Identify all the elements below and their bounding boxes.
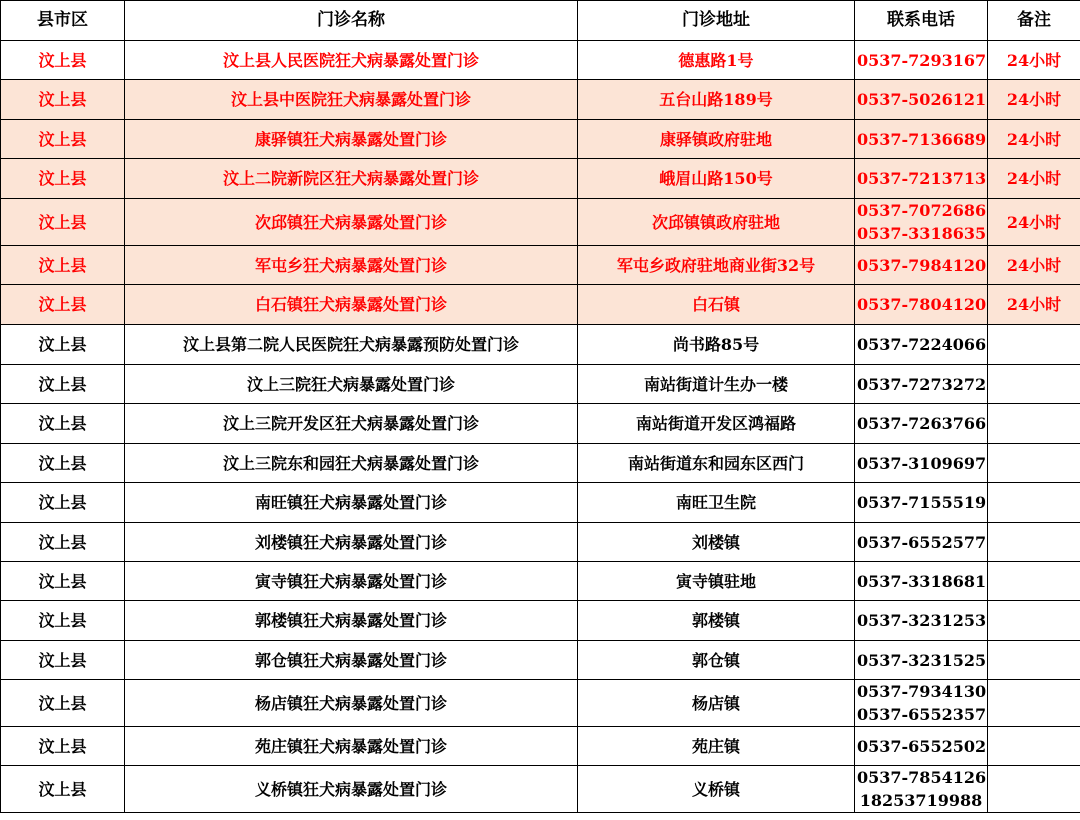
table-row xyxy=(1,483,1080,523)
clinic-name-cell: 汶上三院狂犬病暴露处置门诊 xyxy=(125,365,578,404)
county-cell: 汶上县 xyxy=(1,727,125,766)
phone-cell xyxy=(855,246,988,285)
phone-number: 0537-3231253 xyxy=(857,611,987,630)
phone-number: 0537-7804120 xyxy=(857,295,987,314)
phone-cell xyxy=(855,159,988,199)
phone-cell xyxy=(855,365,988,404)
phone-number: 0537-7263766 xyxy=(857,414,987,433)
address-cell: 寅寺镇驻地 xyxy=(578,562,855,601)
phone-cell xyxy=(855,325,988,365)
note-cell xyxy=(988,562,1080,601)
clinic-name-cell: 南旺镇狂犬病暴露处置门诊 xyxy=(125,483,578,523)
phone-cell xyxy=(855,120,988,159)
note-cell xyxy=(988,766,1080,813)
county-cell: 汶上县 xyxy=(1,483,125,523)
table-row xyxy=(1,404,1080,444)
phone-number: 0537-6552577 xyxy=(857,532,987,552)
clinic-name-cell: 汶上县人民医院狂犬病暴露处置门诊 xyxy=(125,41,578,80)
table-row xyxy=(1,562,1080,601)
address-cell: 德惠路1号 xyxy=(578,41,855,80)
phone-number: 0537-7934130 xyxy=(857,682,987,701)
address-cell: 峨眉山路150号 xyxy=(578,159,855,199)
phone-cell xyxy=(855,727,988,766)
note-cell: 24小时 xyxy=(988,80,1080,120)
county-cell: 汶上县 xyxy=(1,159,125,199)
address-cell: 刘楼镇 xyxy=(578,523,855,562)
table-row xyxy=(1,80,1080,120)
clinic-name-cell: 义桥镇狂犬病暴露处置门诊 xyxy=(125,766,578,813)
clinic-name-cell: 郭楼镇狂犬病暴露处置门诊 xyxy=(125,601,578,641)
clinic-name-cell: 次邱镇狂犬病暴露处置门诊 xyxy=(125,199,578,246)
phone-cell xyxy=(855,601,988,641)
phone-cell xyxy=(855,680,988,727)
table-row xyxy=(1,523,1080,562)
county-cell: 汶上县 xyxy=(1,404,125,444)
phone-cell xyxy=(855,80,988,120)
header-clinic-name: 门诊名称 xyxy=(125,1,578,41)
table-row xyxy=(1,246,1080,285)
county-cell: 汶上县 xyxy=(1,120,125,159)
note-cell xyxy=(988,365,1080,404)
clinic-name-cell: 刘楼镇狂犬病暴露处置门诊 xyxy=(125,523,578,562)
clinic-name-cell: 苑庄镇狂犬病暴露处置门诊 xyxy=(125,727,578,766)
address-cell: 白石镇 xyxy=(578,285,855,325)
header-row xyxy=(1,1,1080,41)
table-row xyxy=(1,444,1080,483)
phone-cell xyxy=(855,562,988,601)
county-cell: 汶上县 xyxy=(1,766,125,813)
address-cell: 次邱镇镇政府驻地 xyxy=(578,199,855,246)
address-cell: 南站街道开发区鸿福路 xyxy=(578,404,855,444)
county-cell: 汶上县 xyxy=(1,365,125,404)
table-row xyxy=(1,641,1080,680)
phone-number: 0537-7273272 xyxy=(857,374,987,394)
county-cell: 汶上县 xyxy=(1,641,125,680)
phone-number: 0537-7854126 xyxy=(857,768,987,787)
phone-number: 0537-7155519 xyxy=(857,493,987,512)
table-header xyxy=(1,1,1080,41)
table-row xyxy=(1,325,1080,365)
county-cell: 汶上县 xyxy=(1,325,125,365)
table-row xyxy=(1,159,1080,199)
county-cell: 汶上县 xyxy=(1,199,125,246)
address-cell: 尚书路85号 xyxy=(578,325,855,365)
note-cell xyxy=(988,404,1080,444)
county-cell: 汶上县 xyxy=(1,523,125,562)
phone-number-secondary: 0537-6552357 xyxy=(857,705,987,724)
clinic-name-cell: 杨店镇狂犬病暴露处置门诊 xyxy=(125,680,578,727)
address-cell: 军屯乡政府驻地商业街32号 xyxy=(578,246,855,285)
table-row xyxy=(1,199,1080,246)
phone-number: 0537-7213713 xyxy=(857,169,987,188)
address-cell: 义桥镇 xyxy=(578,766,855,813)
note-cell xyxy=(988,483,1080,523)
table-row xyxy=(1,285,1080,325)
phone-number: 0537-7293167 xyxy=(857,50,987,70)
table-row xyxy=(1,727,1080,766)
clinic-name-cell: 寅寺镇狂犬病暴露处置门诊 xyxy=(125,562,578,601)
note-cell xyxy=(988,444,1080,483)
table-row xyxy=(1,365,1080,404)
phone-number: 0537-7072686 xyxy=(857,201,987,220)
clinic-name-cell: 汶上县第二院人民医院狂犬病暴露预防处置门诊 xyxy=(125,325,578,365)
county-cell: 汶上县 xyxy=(1,601,125,641)
header-county: 县市区 xyxy=(1,1,125,41)
clinic-name-cell: 汶上县中医院狂犬病暴露处置门诊 xyxy=(125,80,578,120)
note-cell: 24小时 xyxy=(988,285,1080,325)
table-row xyxy=(1,680,1080,727)
note-cell: 24小时 xyxy=(988,199,1080,246)
clinic-name-cell: 军屯乡狂犬病暴露处置门诊 xyxy=(125,246,578,285)
phone-number: 0537-3231525 xyxy=(857,650,987,670)
phone-cell xyxy=(855,444,988,483)
phone-cell xyxy=(855,285,988,325)
table-row xyxy=(1,766,1080,813)
table-row xyxy=(1,601,1080,641)
clinic-name-cell: 康驿镇狂犬病暴露处置门诊 xyxy=(125,120,578,159)
phone-number: 0537-7224066 xyxy=(857,335,987,354)
note-cell: 24小时 xyxy=(988,120,1080,159)
phone-number: 0537-3318681 xyxy=(857,571,987,591)
phone-number: 0537-3109697 xyxy=(857,453,987,473)
note-cell: 24小时 xyxy=(988,159,1080,199)
clinic-name-cell: 汶上二院新院区狂犬病暴露处置门诊 xyxy=(125,159,578,199)
phone-number-secondary: 18253719988 xyxy=(859,791,983,810)
note-cell xyxy=(988,325,1080,365)
county-cell: 汶上县 xyxy=(1,444,125,483)
address-cell: 郭楼镇 xyxy=(578,601,855,641)
address-cell: 郭仓镇 xyxy=(578,641,855,680)
header-address: 门诊地址 xyxy=(578,1,855,41)
table-row xyxy=(1,41,1080,80)
address-cell: 杨店镇 xyxy=(578,680,855,727)
note-cell xyxy=(988,601,1080,641)
note-cell xyxy=(988,727,1080,766)
address-cell: 五台山路189号 xyxy=(578,80,855,120)
county-cell: 汶上县 xyxy=(1,562,125,601)
phone-cell xyxy=(855,523,988,562)
note-cell xyxy=(988,641,1080,680)
county-cell: 汶上县 xyxy=(1,246,125,285)
clinic-name-cell: 郭仓镇狂犬病暴露处置门诊 xyxy=(125,641,578,680)
address-cell: 南站街道东和园东区西门 xyxy=(578,444,855,483)
address-cell: 苑庄镇 xyxy=(578,727,855,766)
clinic-name-cell: 汶上三院开发区狂犬病暴露处置门诊 xyxy=(125,404,578,444)
phone-cell xyxy=(855,766,988,813)
address-cell: 南站街道计生办一楼 xyxy=(578,365,855,404)
phone-number: 0537-7136689 xyxy=(857,129,987,149)
note-cell xyxy=(988,680,1080,727)
note-cell xyxy=(988,523,1080,562)
phone-number: 0537-5026121 xyxy=(857,90,987,109)
county-cell: 汶上县 xyxy=(1,41,125,80)
header-phone: 联系电话 xyxy=(855,1,988,41)
phone-cell xyxy=(855,404,988,444)
phone-cell xyxy=(855,641,988,680)
address-cell: 康驿镇政府驻地 xyxy=(578,120,855,159)
phone-cell xyxy=(855,483,988,523)
phone-number: 0537-7984120 xyxy=(857,255,987,275)
phone-cell xyxy=(855,41,988,80)
phone-cell xyxy=(855,199,988,246)
county-cell: 汶上县 xyxy=(1,80,125,120)
table-row xyxy=(1,120,1080,159)
clinic-name-cell: 白石镇狂犬病暴露处置门诊 xyxy=(125,285,578,325)
clinic-name-cell: 汶上三院东和园狂犬病暴露处置门诊 xyxy=(125,444,578,483)
note-cell: 24小时 xyxy=(988,41,1080,80)
county-cell: 汶上县 xyxy=(1,680,125,727)
table-body xyxy=(1,41,1080,813)
phone-number-secondary: 0537-3318635 xyxy=(857,224,987,243)
address-cell: 南旺卫生院 xyxy=(578,483,855,523)
header-note: 备注 xyxy=(988,1,1080,41)
phone-number: 0537-6552502 xyxy=(857,736,987,756)
note-cell: 24小时 xyxy=(988,246,1080,285)
county-cell: 汶上县 xyxy=(1,285,125,325)
